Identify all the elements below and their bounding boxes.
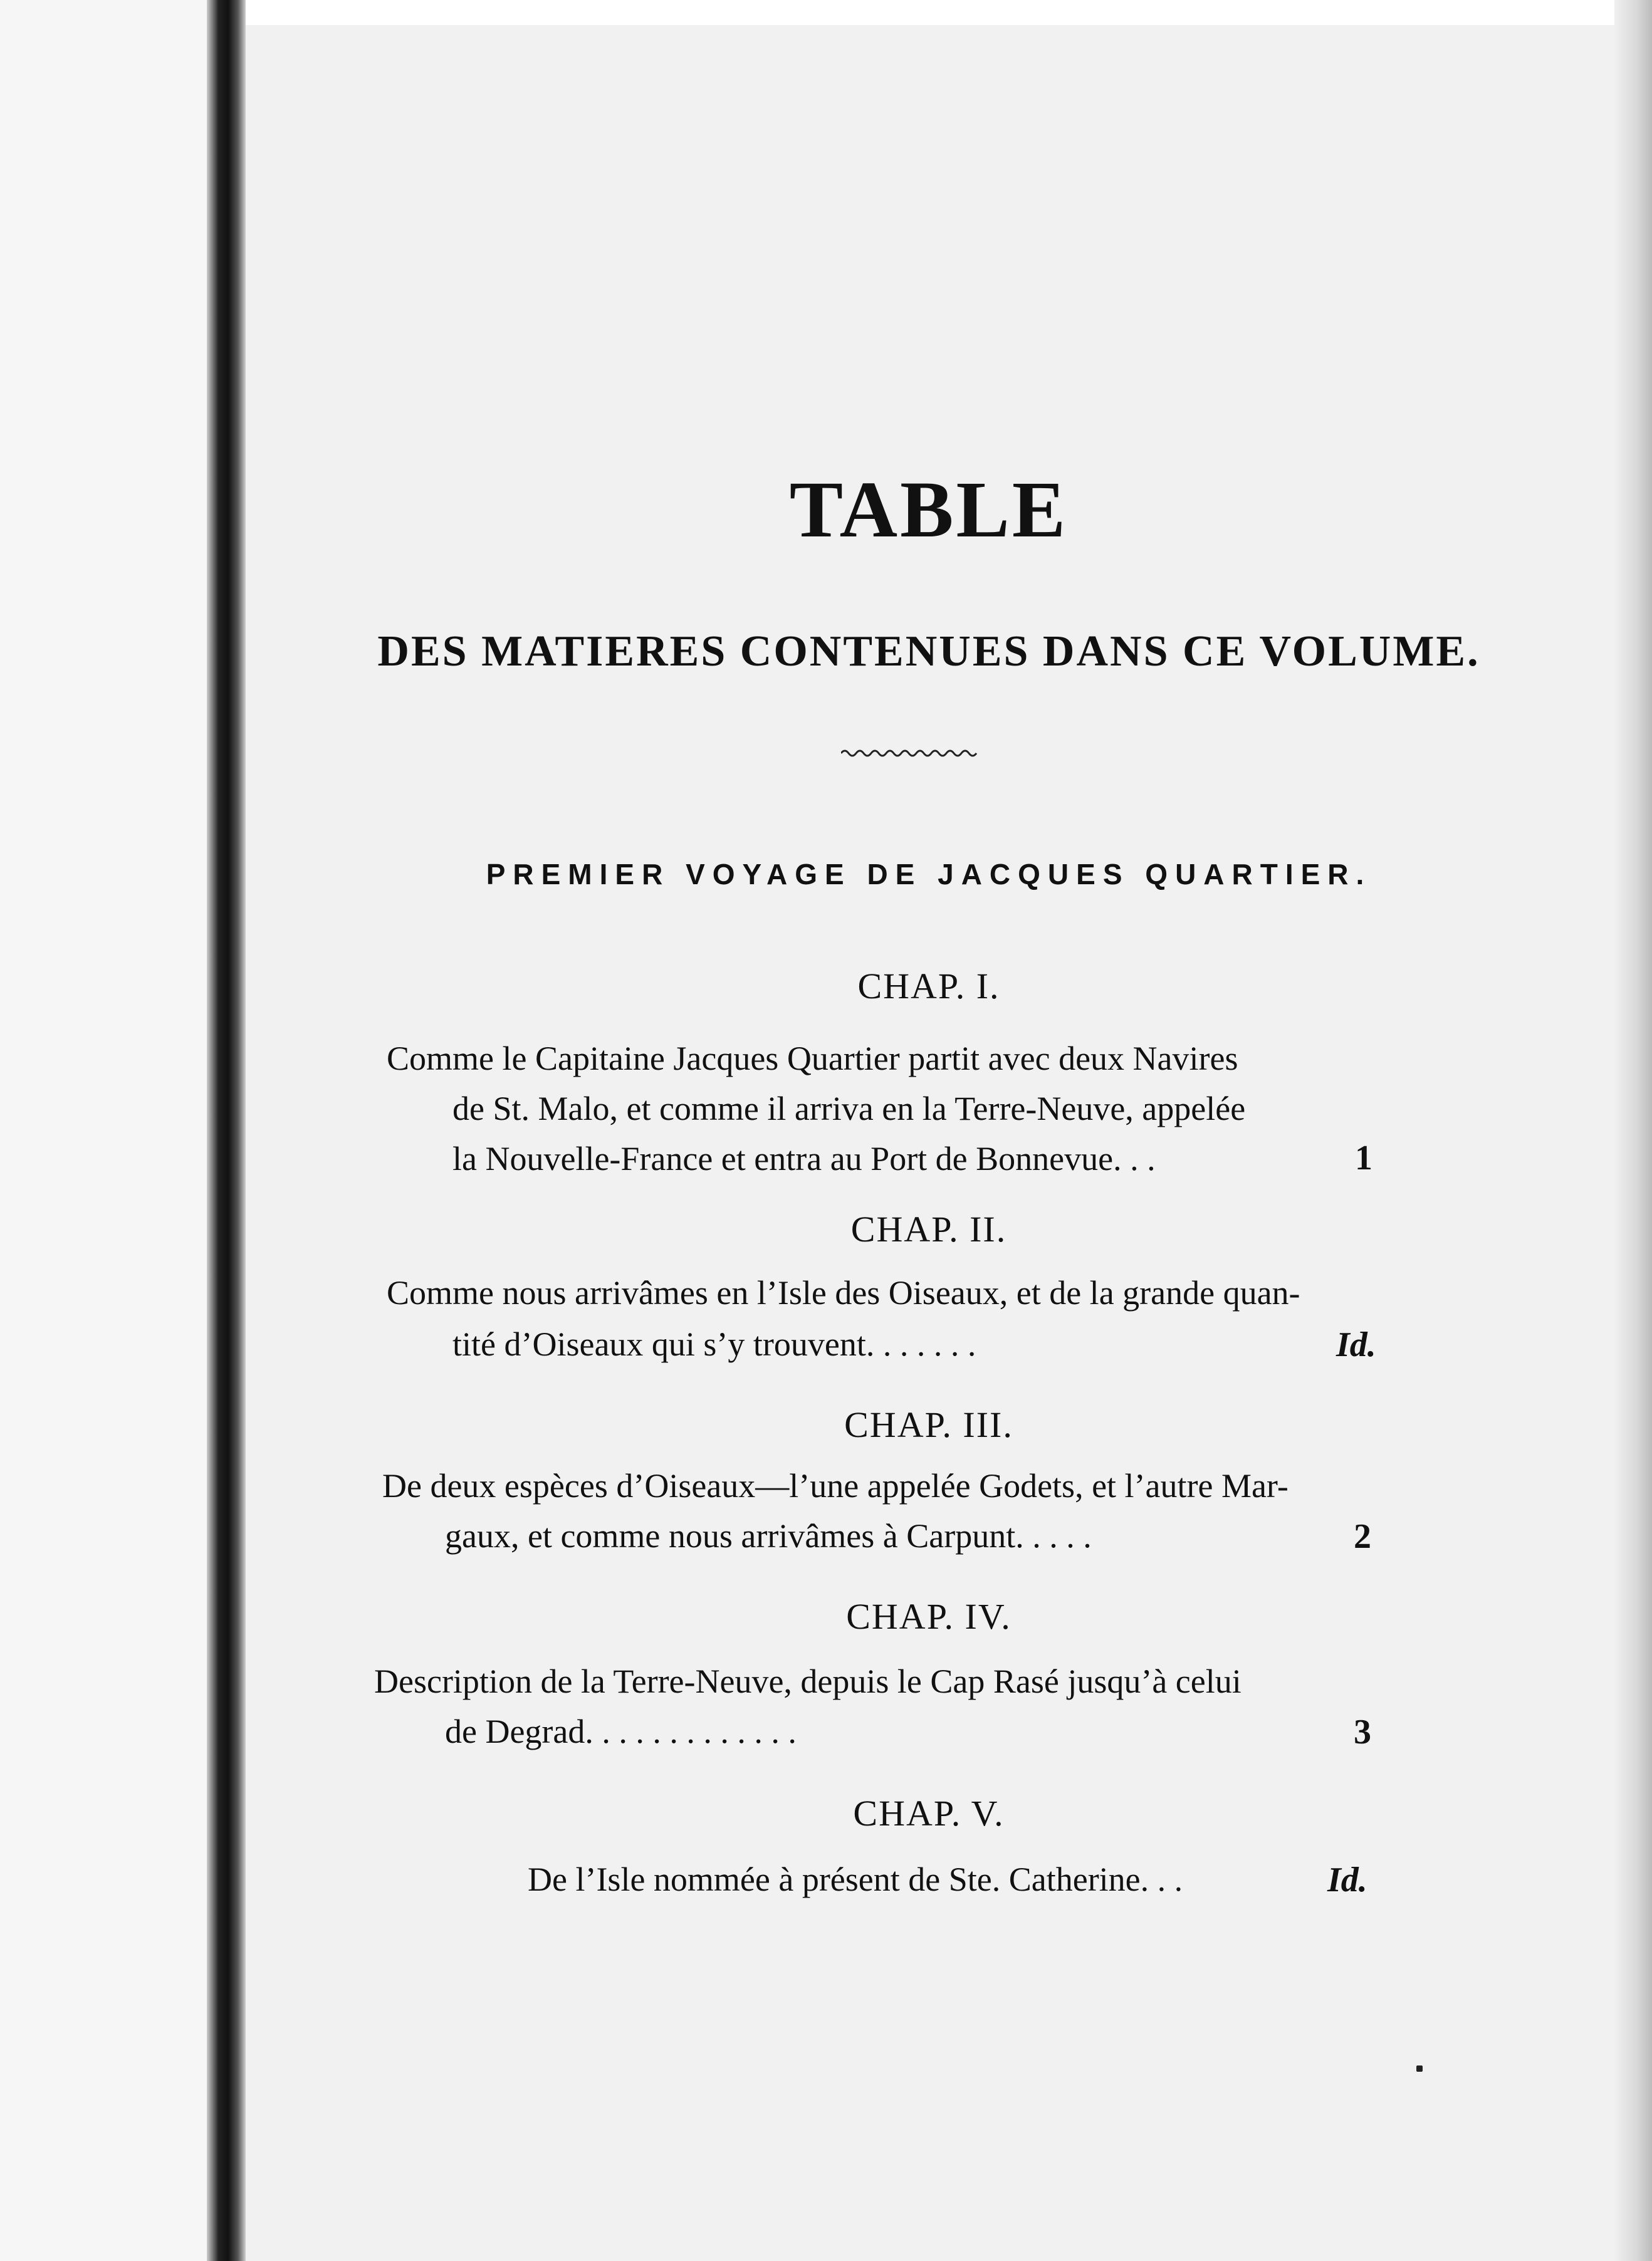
chapter-heading: CHAP. IV. — [846, 1596, 1012, 1637]
chapter-entry-line: De deux espèces d’Oiseaux—l’une appelée Godets, et l’autre Mar- — [382, 1467, 1289, 1505]
book-page — [246, 25, 1614, 2261]
page-title: TABLE — [789, 465, 1069, 554]
section-heading: PREMIER VOYAGE DE JACQUES QUARTIER. — [486, 858, 1372, 890]
chapter-entry-line: Comme nous arrivâmes en l’Isle des Oiseaux, et de la grande quan- — [387, 1274, 1300, 1312]
page-number: 2 — [1354, 1517, 1371, 1556]
chapter-entry-line: De l’Isle nommée à présent de Ste. Catherine. . . — [528, 1861, 1183, 1898]
page-subtitle: DES MATIERES CONTENUES DANS CE VOLUME. — [377, 627, 1480, 676]
chapter-entry-line: la Nouvelle-France et entra au Port de Bonnevue. . . — [452, 1140, 1156, 1177]
ink-speck — [1416, 2065, 1423, 2072]
chapter-entry-line: de St. Malo, et comme il arriva en la Terre-Neuve, appelée — [452, 1090, 1246, 1127]
page-number: Id. — [1336, 1325, 1376, 1364]
page-number: 3 — [1354, 1713, 1371, 1752]
chapter-entry-line: Description de la Terre-Neuve, depuis le Cap Rasé jusqu’à celui — [374, 1663, 1242, 1700]
left-page-edge — [0, 0, 227, 2261]
chapter-heading: CHAP. V. — [853, 1793, 1005, 1834]
chapter-heading: CHAP. I. — [857, 966, 1000, 1006]
chapter-entry-line: tité d’Oiseaux qui s’y trouvent. . . . . . . — [452, 1325, 976, 1363]
chapter-entry-line: gaux, et comme nous arrivâmes à Carpunt. . . . . — [445, 1517, 1092, 1555]
chapter-heading: CHAP. III. — [844, 1404, 1013, 1445]
chapter-entry-line: de Degrad. . . . . . . . . . . . . — [445, 1713, 797, 1750]
book-spine — [207, 0, 246, 2261]
chapter-entry-line: Comme le Capitaine Jacques Quartier partit avec deux Navires — [387, 1040, 1238, 1077]
right-page-edge — [1614, 0, 1652, 2261]
page-number: Id. — [1327, 1861, 1367, 1899]
page-number: 1 — [1355, 1139, 1372, 1177]
ornament-rule-icon — [841, 746, 979, 761]
chapter-heading: CHAP. II. — [850, 1209, 1007, 1250]
